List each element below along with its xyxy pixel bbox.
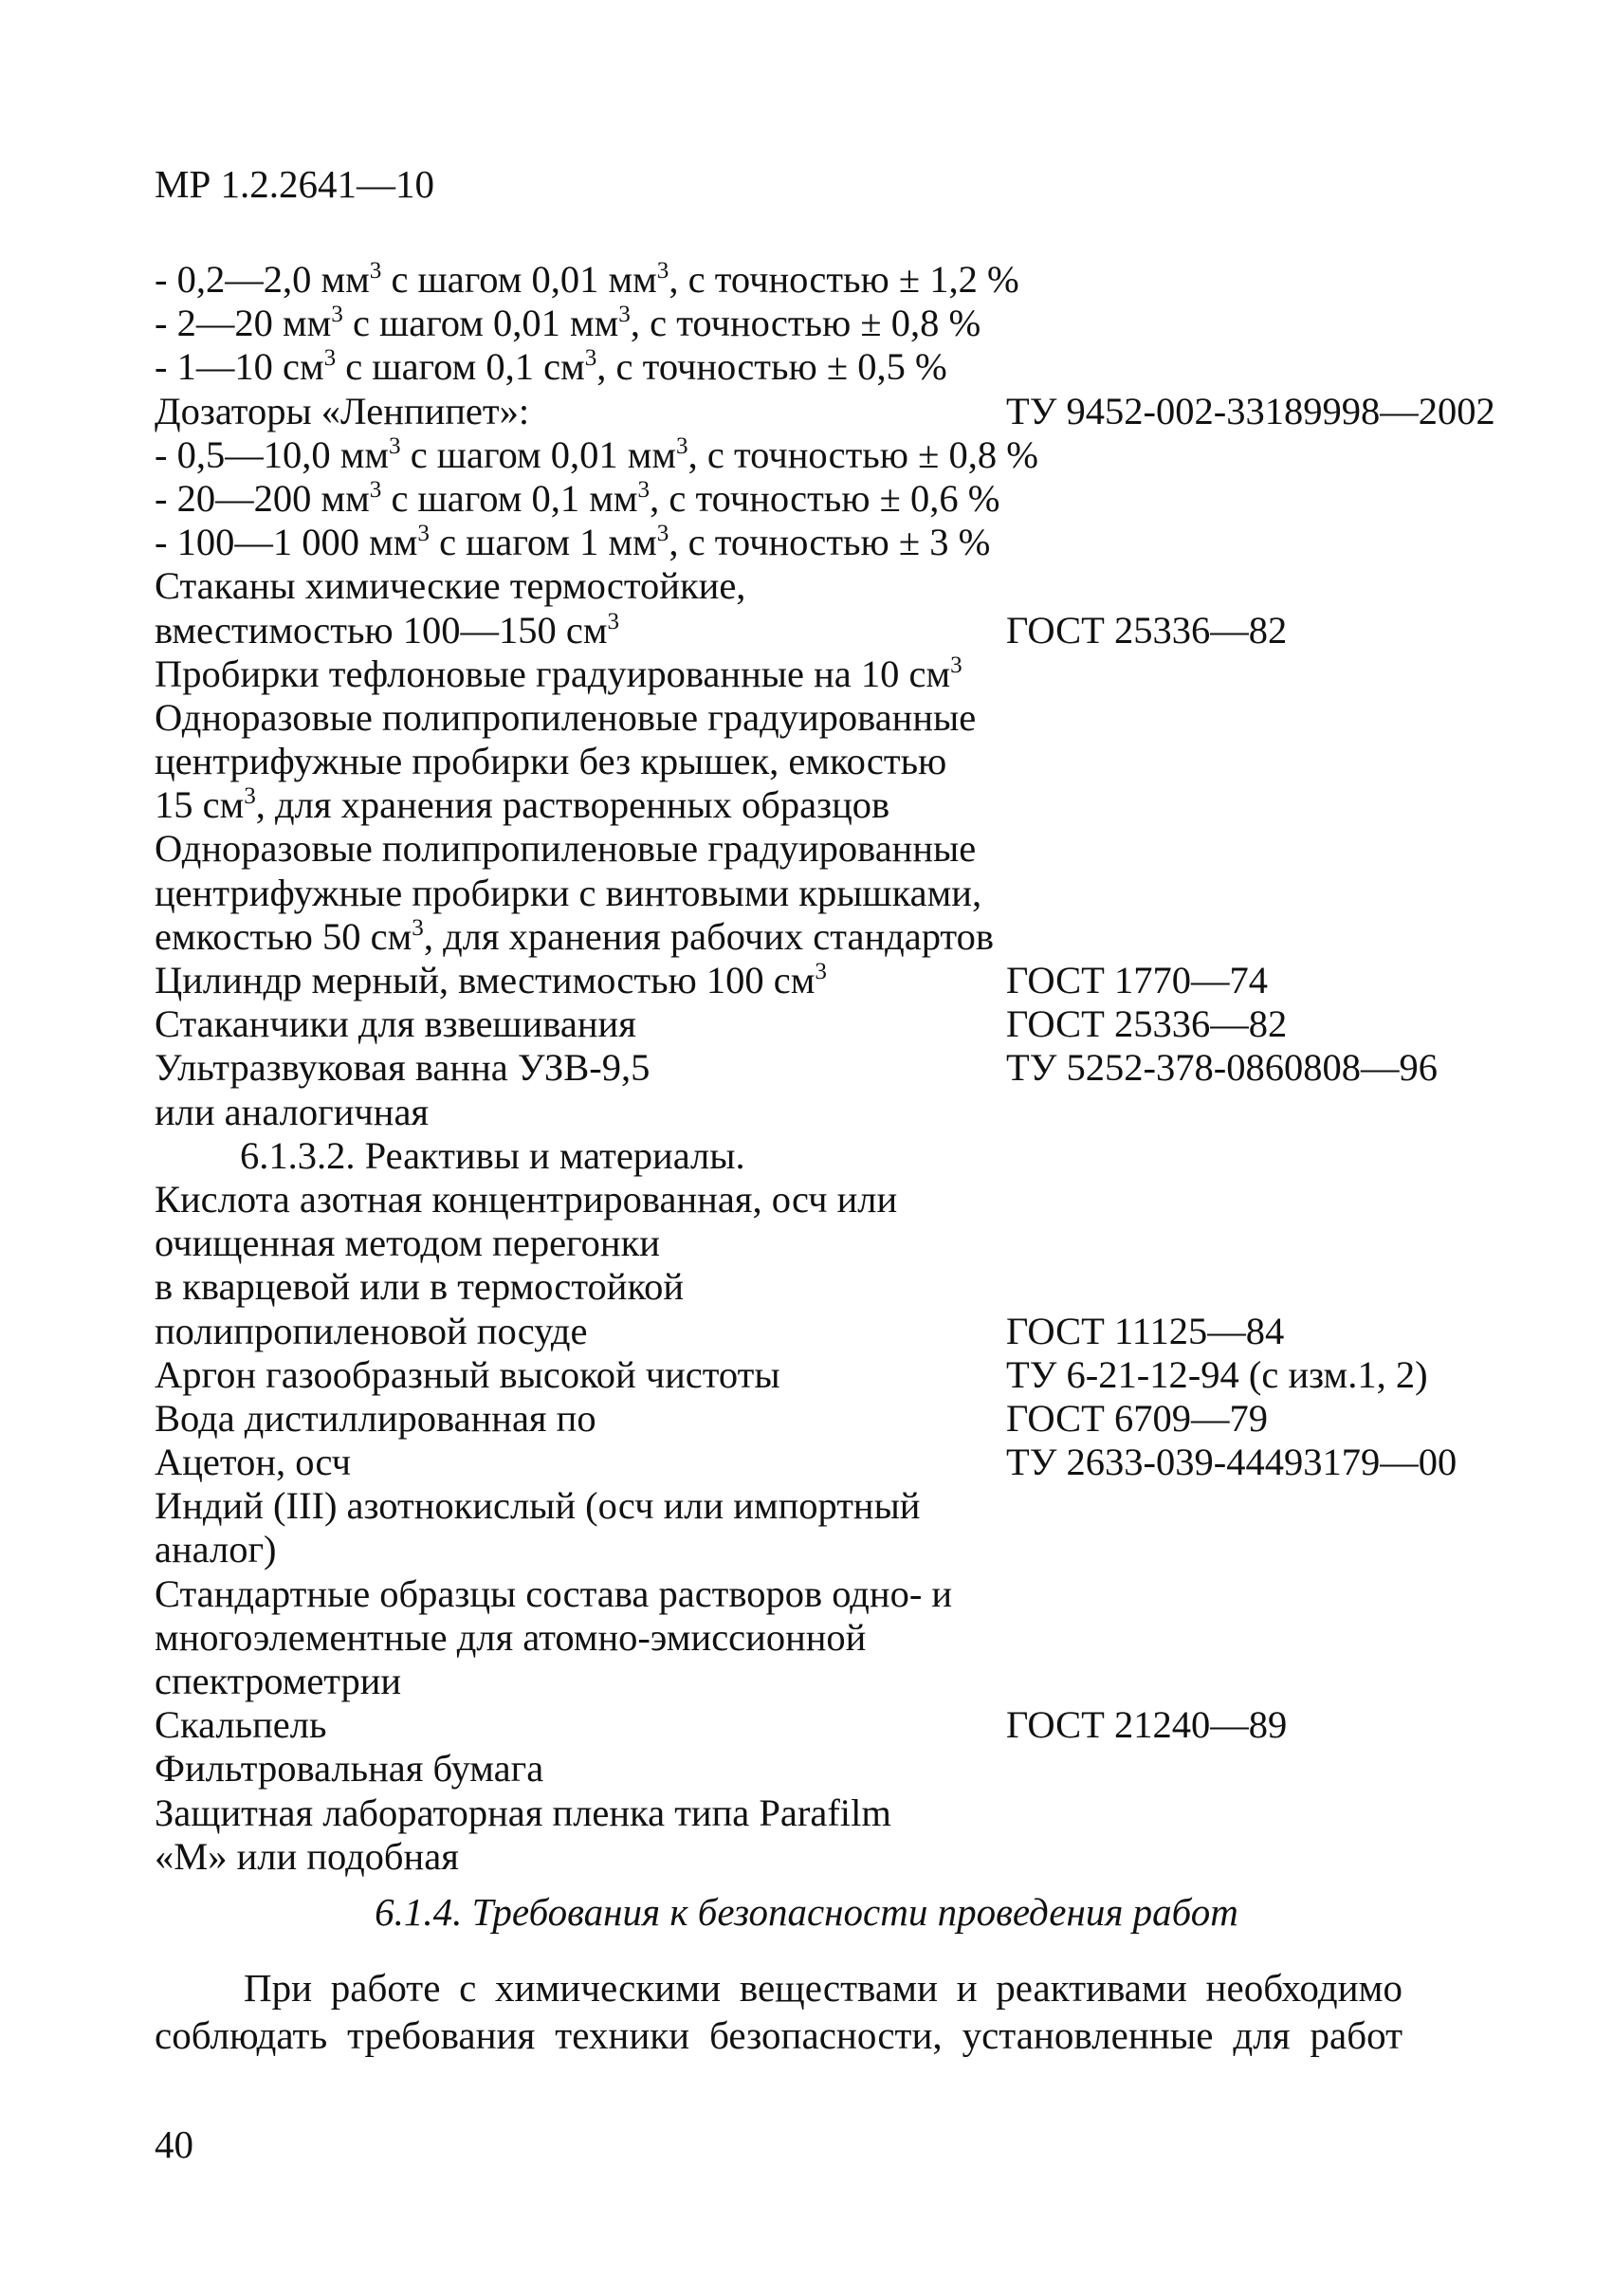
item-name: Индий (III) азотнокислый (осч или импортный	[155, 1484, 921, 1528]
item-name: центрифужные пробирки с винтовыми крышками,	[155, 871, 982, 914]
list-row	[155, 1397, 1501, 1441]
list-row	[155, 1791, 1501, 1835]
item-name: Стаканчики для взвешивания	[155, 1002, 636, 1046]
item-name: емкостью 50 $см^3$, для хранения рабочих стандартов	[155, 914, 994, 958]
item-name: спектрометрии	[155, 1660, 402, 1702]
list-row	[155, 1046, 1501, 1090]
item-standard: ТУ 6-21-12-94 (с изм.1, 2)	[1006, 1352, 1428, 1396]
list-row	[155, 740, 1501, 783]
item-standard: ГОСТ 6709—79	[1006, 1396, 1269, 1440]
list-row	[155, 302, 1501, 345]
list-row	[155, 1091, 1501, 1134]
list-row	[155, 915, 1501, 959]
list-row	[155, 827, 1501, 871]
item-name: - 100—1 000 $мм^3$ с шагом 1 $мм^3$, с точностью ± 3 %	[155, 521, 991, 564]
list-row	[155, 652, 1501, 696]
item-name: Пробирки тефлоновые градуированные на 10 $см^3$	[155, 652, 962, 695]
item-name: очищенная методом перегонки	[155, 1221, 660, 1265]
item-name: Ультразвуковая ванна УЗВ-9,5	[155, 1046, 651, 1090]
list-row	[155, 1265, 1501, 1309]
list-row	[155, 1616, 1501, 1660]
item-name: - 2—20 $мм^3$ с шагом 0,01 $мм^3$, с точностью ± 0,8 %	[155, 302, 981, 345]
item-name: Вода дистиллированная по	[155, 1396, 596, 1440]
item-name: вместимостью 100—150 $см^3$	[155, 608, 620, 652]
item-name: или аналогичная	[155, 1090, 430, 1133]
item-name: центрифужные пробирки без крышек, емкостью	[155, 740, 947, 783]
list-row	[155, 1221, 1501, 1265]
item-name: Кислота азотная концентрированная, осч или	[155, 1177, 898, 1221]
item-name: в кварцевой или в термостойкой	[155, 1265, 685, 1309]
item-name: - 0,5—10,0 $мм^3$ с шагом 0,01 $мм^3$, с точностью ± 0,8 %	[155, 432, 1038, 476]
item-name: «М» или подобная	[155, 1834, 459, 1878]
item-name: аналог)	[155, 1528, 277, 1571]
list-row	[155, 1002, 1501, 1046]
item-name: - 1—10 $см^3$ с шагом 0,1 $см^3$, с точностью ± 0,5 %	[155, 345, 947, 389]
list-row	[155, 1572, 1501, 1616]
list-row	[155, 1747, 1501, 1791]
section-title: 6.1.4. Требования к безопасности проведения работ	[375, 1890, 1238, 1935]
paragraph-line: При работе с химическими веществами и реактивами необходимо	[244, 1966, 1402, 2010]
equipment-list	[155, 257, 1501, 1935]
item-name: Фильтровальная бумага	[155, 1747, 544, 1791]
item-name: Скальпель	[155, 1703, 327, 1747]
list-row	[155, 345, 1501, 389]
list-row	[155, 433, 1501, 477]
list-row	[155, 609, 1501, 652]
item-name: Одноразовые полипропиленовые градуированные	[155, 827, 977, 871]
list-row	[155, 696, 1501, 740]
item-name: Аргон газообразный высокой чистоты	[155, 1352, 780, 1396]
item-standard: ТУ 9452-002-33189998—2002	[1006, 389, 1495, 432]
item-name: Одноразовые полипропиленовые градуированные	[155, 695, 977, 739]
item-name: Дозаторы «Ленпипет»:	[155, 389, 530, 432]
item-standard: ГОСТ 1770—74	[1006, 959, 1269, 1001]
list-row	[155, 1353, 1501, 1397]
item-name: Стандартные образцы состава растворов одно- и	[155, 1571, 953, 1615]
item-name: - 20—200 $мм^3$ с шагом 0,1 $мм^3$, с точностью ± 0,6 %	[155, 476, 1000, 520]
document-code-header: МР 1.2.2641—10	[155, 162, 435, 206]
list-row	[155, 1310, 1501, 1353]
item-name: - 0,2—2,0 $мм^3$ с шагом 0,01 $мм^3$, с точностью ± 1,2 %	[155, 257, 1019, 301]
list-row	[155, 1441, 1501, 1484]
item-standard: ГОСТ 11125—84	[1006, 1309, 1285, 1352]
paragraph-line: соблюдать требования техники безопасности, установленные для работ	[155, 2013, 1402, 2057]
list-row	[155, 959, 1501, 1002]
item-standard: ГОСТ 21240—89	[1006, 1703, 1288, 1747]
list-row	[155, 1134, 1501, 1178]
item-name: Ацетон, осч	[155, 1441, 352, 1484]
item-standard: ГОСТ 25336—82	[1006, 608, 1288, 652]
list-row	[155, 564, 1501, 608]
page-number: 40	[155, 2122, 193, 2166]
safety-paragraph	[155, 1964, 1402, 2059]
list-row	[155, 1660, 1501, 1703]
list-row	[155, 872, 1501, 915]
item-name: 6.1.3.2. Реактивы и материалы.	[240, 1133, 745, 1177]
list-row	[155, 258, 1501, 302]
list-row	[155, 1178, 1501, 1221]
list-row	[155, 390, 1501, 433]
list-row	[155, 1528, 1501, 1571]
item-name: 15 $см^3$, для хранения растворенных образцов	[155, 783, 890, 827]
item-name: полипропиленовой посуде	[155, 1309, 588, 1352]
item-name: Стаканы химические термостойкие,	[155, 564, 746, 608]
item-standard: ГОСТ 25336—82	[1006, 1002, 1288, 1046]
item-standard: ТУ 2633-039-44493179—00	[1006, 1441, 1457, 1484]
item-standard: ТУ 5252-378-0860808—96	[1006, 1046, 1439, 1090]
list-row	[155, 1835, 1501, 1879]
list-row	[155, 521, 1501, 564]
item-name: многоэлементные для атомно-эмиссионной	[155, 1615, 867, 1659]
list-row	[155, 477, 1501, 521]
item-name: Цилиндр мерный, вместимостью 100 $см^3$	[155, 958, 827, 1001]
item-name: Защитная лабораторная пленка типа Parafilm	[155, 1791, 891, 1834]
list-row	[155, 783, 1501, 827]
list-row	[155, 1484, 1501, 1528]
list-row	[155, 1703, 1501, 1747]
